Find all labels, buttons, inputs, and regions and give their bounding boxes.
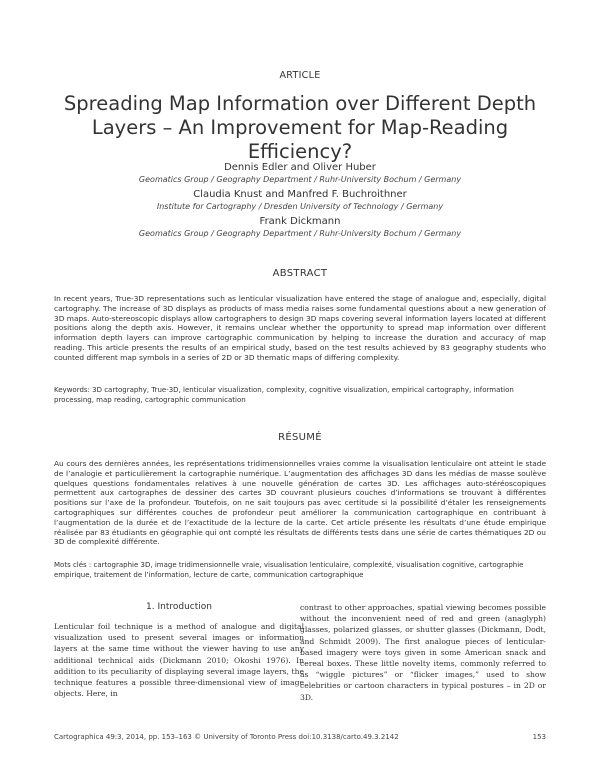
resume-heading: RÉSUMÉ: [278, 432, 322, 443]
abstract-keywords: [54, 386, 546, 405]
author-group-3: [40, 215, 560, 239]
article-title: [40, 92, 560, 164]
author-affiliation: Geomatics Group / Geography Department / Ruhr-University Bochum / Germany: [138, 175, 462, 184]
author-names: Claudia Knust and Manfred F. Buchroithner: [193, 189, 407, 200]
author-names: Frank Dickmann: [259, 216, 341, 227]
introduction-heading: 1. Introduction: [146, 602, 212, 612]
footer-citation: Cartographica 49:3, 2014, pp. 153–163 © University of Toronto Press doi:10.3138/carto.49.3.2142: [54, 733, 399, 741]
section-label: ARTICLE: [279, 70, 321, 81]
resume-text: Au cours des dernières années, les représentations tridimensionnelles vraies comme la visualisation lenticulaire ont atteint le stade de l’analogie et particulièrement la cartographie numérique. L’augmentation des affichages 3D dans les médias de masse soulève quelques questions fondamentales relatives à une nouvelle génération de cartes 3D. Les affichages auto-stéréoscopiques permettent aux cartographes de dessiner des cartes 3D couvrant plusieurs couches d’informations se trouvant à différentes positions sur l’axe de la profondeur. Toutefois, on ne sait toujours pas avec certitude si la possibilité d’étaler les renseignements cartographiques sur différentes couches de profondeur peut améliorer la communication cartographique en contribuant à l’augmentation de la durée et de l’exactitude de la lecture de la carte. Cet article présente les résultats d’une étude empirique réalisée par 83 étudiants en géographie qui ont compté les résultats de différents tests dans une série de cartes thématiques 2D ou 3D de complexité différente.: [54, 459, 546, 547]
keywords-label: Keywords:: [54, 386, 90, 394]
title-line-1: Spreading Map Information over Different Depth: [63, 92, 537, 115]
page-number: 153: [532, 733, 546, 741]
author-affiliation: Geomatics Group / Geography Department / Ruhr-University Bochum / Germany: [138, 229, 462, 238]
right-column: [300, 602, 546, 703]
author-list: [40, 161, 560, 242]
resume-keywords: [54, 561, 546, 580]
author-affiliation: Institute for Cartography / Dresden University of Technology / Germany: [156, 202, 444, 211]
introduction-paragraph-left: Lenticular foil technique is a method of analogue and digital visualization used to present several images or information layers at the same time without the viewer having to use any additional technical aids (Dickmann 2010; Okoshi 1976). In addition to its peculiarity of displaying several image layers, the technique features a possible three-dimensional view of image objects. Here, in: [54, 622, 304, 699]
left-column: [54, 602, 304, 699]
abstract-heading: ABSTRACT: [272, 268, 328, 279]
author-names: Dennis Edler and Oliver Huber: [224, 162, 376, 173]
author-group-2: [40, 188, 560, 212]
introduction-paragraph-right: contrast to other approaches, spatial viewing becomes possible without the inconvenient need of red and green (anaglyph) glasses, polarized glasses, or shutter glasses (Dickmann, Dodt, and Schmidt 2009). The first analogue pieces of lenticular-based imagery were toys given in some American snack and cereal boxes. These little novelty items, commonly referred to as “wiggle pictures” or “flicker images,” used to show celebrities or cartoon characters in typical postures – in 2D or 3D.: [300, 603, 546, 702]
keywords-label: Mots clés :: [54, 561, 92, 569]
author-group-1: [40, 161, 560, 185]
title-line-2: Layers – An Improvement for Map-Reading Efficiency?: [91, 116, 509, 163]
abstract-text: In recent years, True-3D representations such as lenticular visualization have entered the stage of analogue and, especially, digital cartography. The increase of 3D displays as products of mass media raises some fundamental questions about a new generation of 3D maps. Auto-stereoscopic displays allow cartographers to design 3D maps covering several information layers located at different positions along the depth axis. However, it remains unclear whether the opportunity to spread map information over different information depth layers can improve cartographic communication by helping to increase the duration and accuracy of map reading. This article presents the results of an empirical study, based on the test results achieved by 83 geography students who counted different map symbols in a series of 2D or 3D thematic maps of differing complexity.: [54, 294, 546, 362]
keywords-list: 3D cartography, True-3D, lenticular visualization, complexity, cognitive visualization, empirical cartography, information processing, map reading, cartographic communication: [54, 386, 514, 404]
keywords-list: cartographie 3D, image tridimensionnelle vraie, visualisation lenticulaire, complexité, visualisation cognitive, cartographie empirique, traitement de l’information, lecture de carte, communication cartographique: [54, 561, 524, 579]
